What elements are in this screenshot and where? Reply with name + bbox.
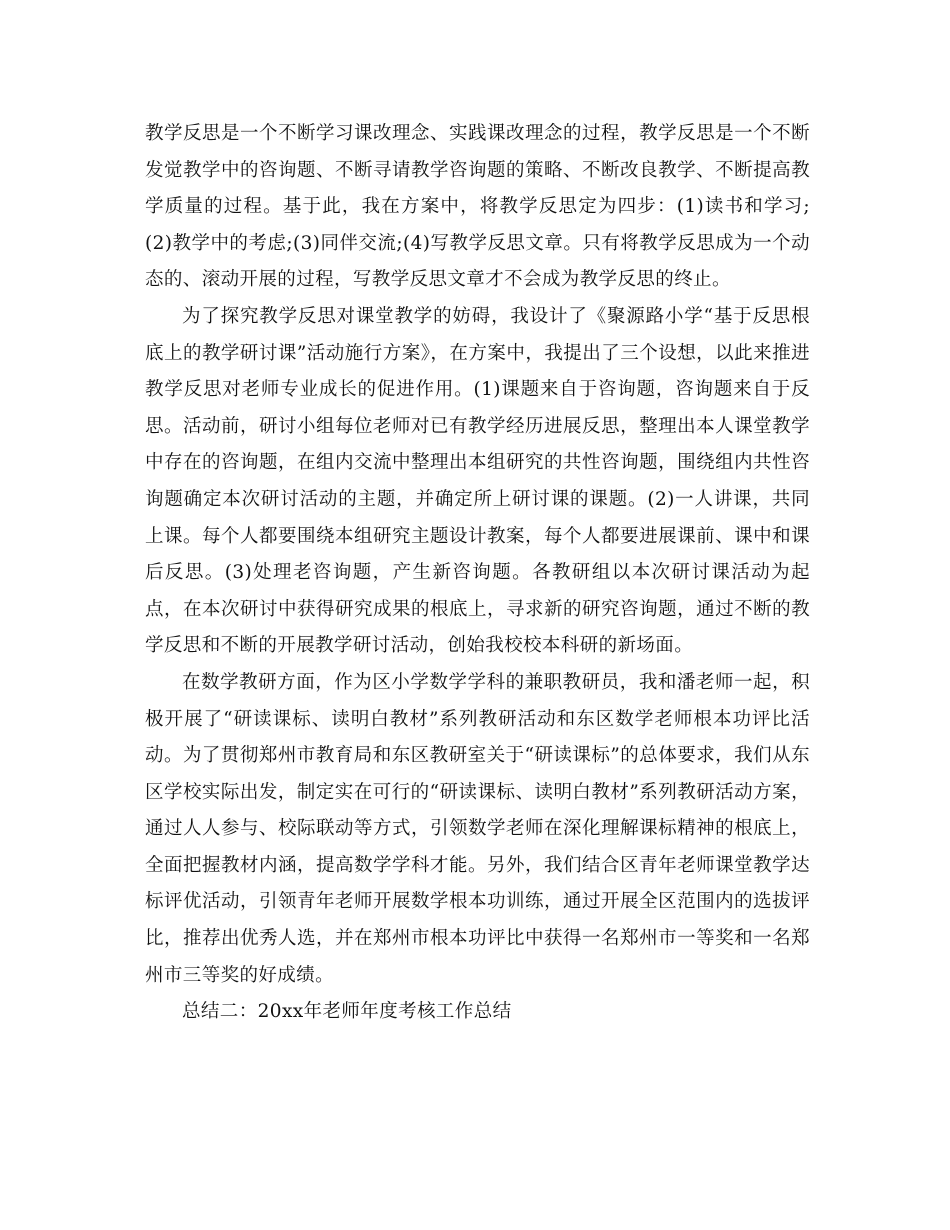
section-heading-summary-two: 总结二：20xx年老师年度考核工作总结 [182,1001,512,1023]
paragraph-reflection-research: 为了探究教学反思对课堂教学的妨碍，我设计了《聚源路小学“基于反思根底上的教学研讨课”活动施行方案》，在方案中，我提出了三个设想，以此来推进教学反思对老师专业成长的促进作用。(1)课题来自于咨询题，咨询题来自于反思。活动前，研讨小组每位老师对已有教学经历进展反思，整理出本人课堂教学中存在的咨询题，在组内交流中整理出本组研究的共性咨询题，围绕组内共性咨询题确定本次研讨活动的主题，并确定所上研讨课的课题。(2)一人讲课，共同上课。每个人都要围绕本组研究主题设计教案，每个人都要进展课前、课中和课后反思。(3)处理老咨询题，产生新咨询题。各教研组以本次研讨课活动为起点，在本次研讨中获得研究成果的根底上，寻求新的研究咨询题，通过不断的教学反思和不断的开展教学研讨活动，创始我校校本科研的新场面。 [145,305,810,657]
paragraph-teaching-reflection: 教学反思是一个不断学习课改理念、实践课改理念的过程，教学反思是一个不断发觉教学中的咨询题、不断寻请教学咨询题的策略、不断改良教学、不断提高教学质量的过程。基于此，我在方案中，将教学反思定为四步：(1)读书和学习;(2)教学中的考虑;(3)同伴交流;(4)写教学反思文章。只有将教学反思成为一个动态的、滚动开展的过程，写教学反思文章才不会成为教学反思的终止。 [145,123,810,291]
document-body [145,116,810,1031]
paragraph-math-research: 在数学教研方面，作为区小学数学学科的兼职教研员，我和潘老师一起，积极开展了“研读课标、读明白教材”系列教研活动和东区数学老师根本功评比活动。为了贯彻郑州市教育局和东区教研室关于“研读课标”的总体要求，我们从东区学校实际出发，制定实在可行的“研读课标、读明白教材”系列教研活动方案，通过人人参与、校际联动等方式，引领数学老师在深化理解课标精神的根底上，全面把握教材内涵，提高数学学科才能。另外，我们结合区青年老师课堂教学达标评优活动，引领青年老师开展数学根本功训练，通过开展全区范围内的选拔评比，推荐出优秀人选，并在郑州市根本功评比中获得一名郑州市一等奖和一名郑州市三等奖的好成绩。 [145,671,810,986]
